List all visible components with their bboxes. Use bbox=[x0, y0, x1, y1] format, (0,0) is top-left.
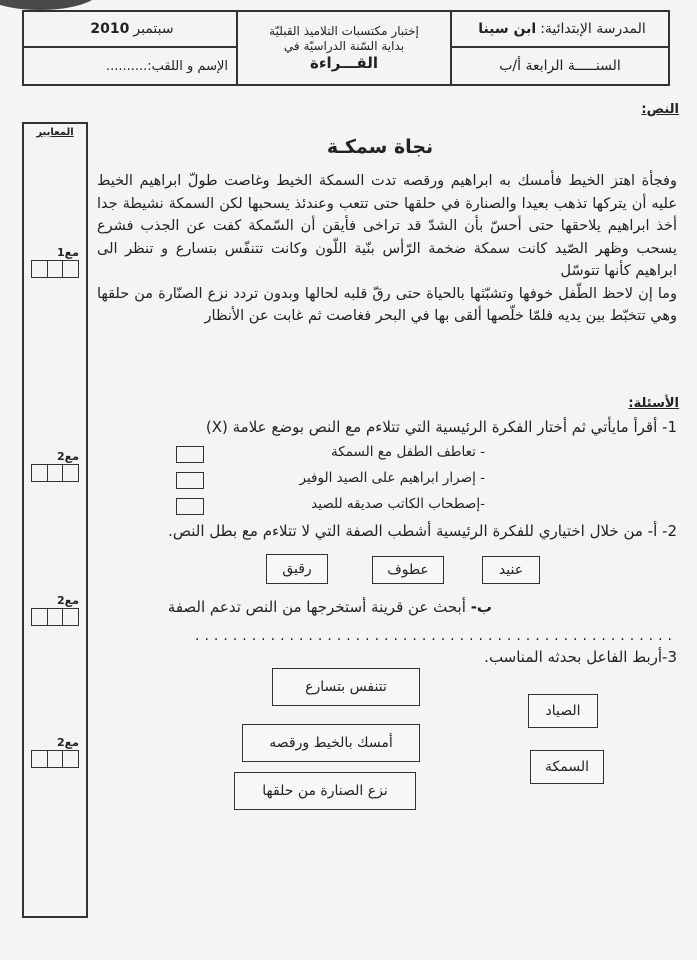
school-cell bbox=[452, 12, 668, 48]
criterion-label: مع2 bbox=[57, 450, 79, 463]
q1-checkbox-2[interactable] bbox=[176, 472, 204, 489]
question-2b bbox=[72, 598, 492, 616]
subject-box-fisherman[interactable]: الصياد bbox=[528, 694, 598, 728]
score-grid[interactable] bbox=[31, 260, 79, 278]
exam-subject: القـــراءة bbox=[310, 53, 378, 72]
exam-title-line1: إختبار مكتسبات التلاميذ القبليّة bbox=[269, 23, 419, 38]
question-3: 3-أربط الفاعل بحدثه المناسب. bbox=[484, 648, 677, 666]
q1-option-3: -إصطحاب الكاتب صديقه للصيد bbox=[311, 496, 485, 512]
school-label: المدرسة الإبتدائية: bbox=[540, 21, 646, 37]
criteria-column bbox=[22, 122, 88, 918]
date-year: 2010 bbox=[90, 21, 130, 37]
date-cell bbox=[24, 12, 236, 48]
q2b-prefix: ب- bbox=[470, 598, 492, 616]
score-grid[interactable] bbox=[31, 750, 79, 768]
questions-label: الأسئلة: bbox=[628, 396, 679, 411]
question-2a: 2- أ- من خلال اختياري للفكرة الرئيسية أشطب الصفة التي لا تتلاءم مع بطل النص. bbox=[168, 522, 677, 540]
criterion-2 bbox=[31, 450, 79, 482]
reading-passage bbox=[97, 170, 677, 328]
word-box-kind[interactable]: عطوف bbox=[372, 556, 444, 584]
passage-paragraph-2: وما إن لاحظ الطّفل خوفها وتشبّثها بالحياة حتى رقّ قلبه لحالها وبدون تردد نزع الصنّارة من حلقها وهي تتخبّط بين يديه فلمّا خلّصها ألقى بها في البحر فغاصت ثم غابت عن الأنظار bbox=[97, 285, 677, 324]
word-box-stubborn[interactable]: عنيد bbox=[482, 556, 540, 584]
q1-checkbox-3[interactable] bbox=[176, 498, 204, 515]
action-box-breathes[interactable]: تتنفس بتسارع bbox=[272, 668, 420, 706]
criterion-1 bbox=[31, 246, 79, 278]
criterion-label: مع2 bbox=[57, 736, 79, 749]
exam-header bbox=[22, 10, 670, 86]
word-box-gentle[interactable]: رقيق bbox=[266, 554, 328, 584]
q1-option-2: - إصرار ابراهيم على الصيد الوفير bbox=[299, 470, 485, 486]
criterion-label: مع1 bbox=[57, 246, 79, 259]
subject-box-fish[interactable]: السمكة bbox=[530, 750, 604, 784]
action-box-removes-hook[interactable]: نزع الصنارة من حلقها bbox=[234, 772, 416, 810]
q1-checkbox-1[interactable] bbox=[176, 446, 204, 463]
text-title: نجاة سمكـة bbox=[326, 136, 434, 158]
action-box-holds-line[interactable]: أمسك بالخيط ورقصه bbox=[242, 724, 420, 762]
criteria-heading: المعايير bbox=[36, 127, 74, 138]
question-1: 1- أقرأ مايأتي ثم أختار الفكرة الرئيسية التي تتلاءم مع النص بوضع علامة (X) bbox=[205, 418, 677, 436]
scan-corner-shadow bbox=[0, 0, 100, 10]
school-name: ابن سينا bbox=[478, 21, 537, 37]
exam-title-line2: بداية السّنة الدراسيّة في bbox=[283, 38, 405, 53]
q1-option-1: - تعاطف الطفل مع السمكة bbox=[331, 444, 485, 460]
exam-title-cell bbox=[236, 12, 452, 84]
answer-line[interactable]: ................................................... bbox=[195, 628, 677, 644]
student-name-field[interactable]: الإسم و اللقب:.......... bbox=[105, 58, 228, 74]
class-level: السنـــــة الرابعة أ/ب bbox=[499, 58, 621, 74]
date-month: سبتمبر bbox=[133, 21, 174, 37]
q2b-text: أبحث عن قرينة أستخرجها من النص تدعم الصفة bbox=[167, 598, 466, 616]
text-section-label: النص: bbox=[641, 102, 679, 117]
criterion-4 bbox=[31, 736, 79, 768]
criterion-label: مع2 bbox=[57, 594, 79, 607]
score-grid[interactable] bbox=[31, 464, 79, 482]
passage-paragraph-1: وفجأة اهتز الخيط فأمسك به ابراهيم ورقصه تدت السمكة الخيط وغاصت طولّ ابراهيم الخيط عليه أن يتركها تذهب بعيدا والصنارة في حلقها حتى تتعب وعندئذ يسحبها لكن السمكة نشيطة جدا أخذ ابراهيم يلاحقها حتى أحسّ بأن الشدّ قد تراخى فأيقن أن السّمكة كفت عن الجذب فشرع يسحب وظهر الصّيد كانت سمكة ضخمة الرّأس بنّية اللّون وكانت تتنفّس بتسارع و تنظر الى ابراهيم كأنها تتوسّل bbox=[97, 173, 677, 279]
